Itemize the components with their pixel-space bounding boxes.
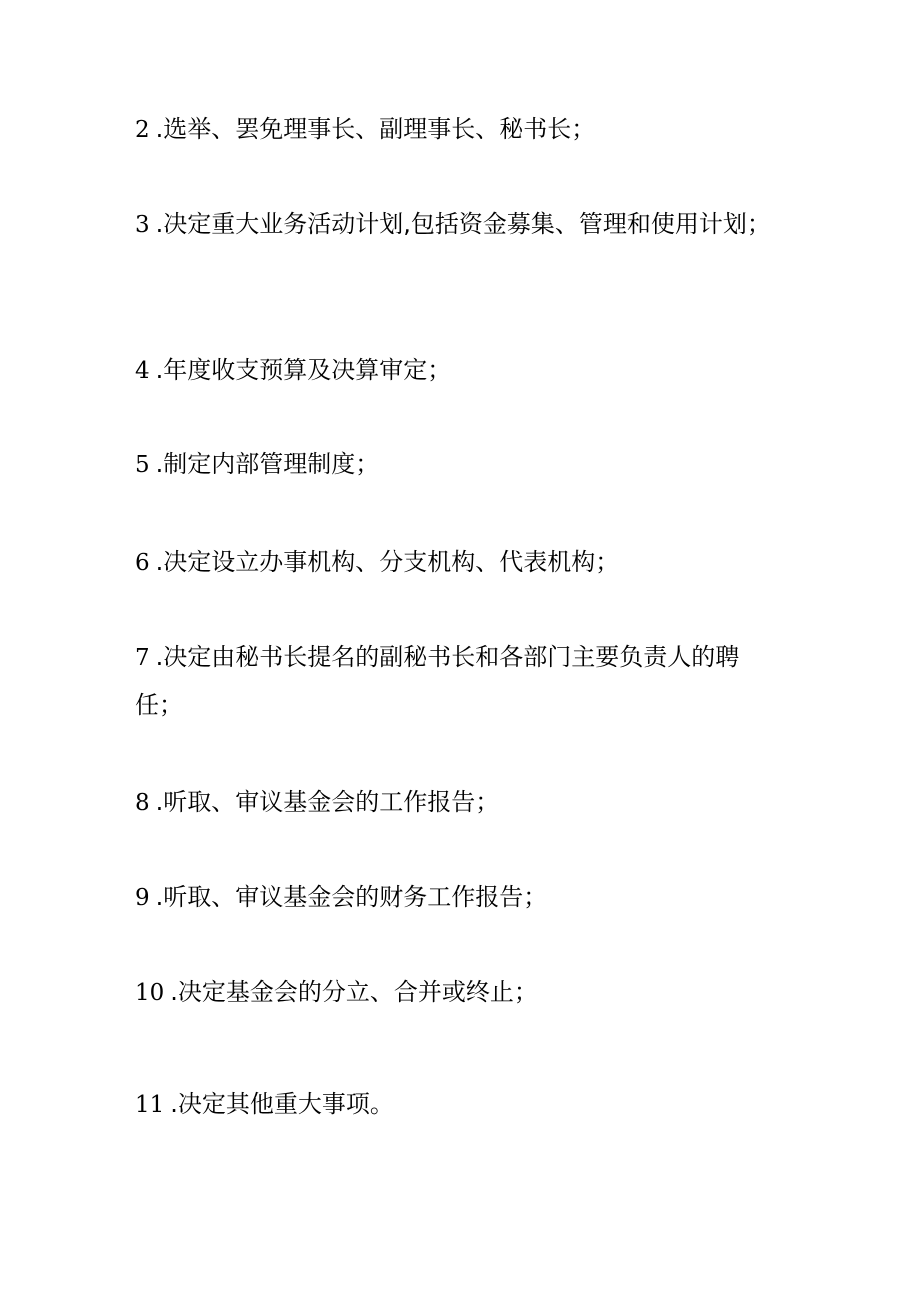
item-number: 9 xyxy=(135,885,150,911)
list-item-5 xyxy=(135,441,785,489)
item-number: 10 xyxy=(135,980,165,1006)
list-item-9 xyxy=(135,874,785,922)
item-number: 6 xyxy=(135,550,150,576)
list-item-4 xyxy=(135,347,785,395)
item-number: 7 xyxy=(135,645,150,671)
item-number: 5 xyxy=(135,452,150,478)
item-number: 8 xyxy=(135,790,150,816)
item-text: .听取、审议基金会的工作报告； xyxy=(155,788,500,816)
list-item-8 xyxy=(135,779,785,827)
list-item-10 xyxy=(135,969,785,1017)
item-text: .年度收支预算及决算审定； xyxy=(155,356,452,384)
item-text: .制定内部管理制度； xyxy=(155,450,380,478)
item-text: .听取、审议基金会的财务工作报告； xyxy=(155,883,548,911)
item-number: 4 xyxy=(135,358,150,384)
list-item-11 xyxy=(135,1081,785,1129)
item-text: .选举、罢免理事长、副理事长、秘书长； xyxy=(155,115,596,143)
item-number: 2 xyxy=(135,117,150,143)
item-text: .决定设立办事机构、分支机构、代表机构； xyxy=(155,548,620,576)
item-text: .决定重大业务活动计划,包括资金募集、管理和使用计划； xyxy=(155,210,771,238)
item-text: .决定基金会的分立、合并或终止； xyxy=(170,978,538,1006)
list-item-3 xyxy=(135,201,785,249)
list-item-2 xyxy=(135,106,785,154)
list-item-7 xyxy=(135,634,785,729)
item-text: .决定由秘书长提名的副秘书长和各部门主要负责人的聘任； xyxy=(135,643,740,719)
item-number: 3 xyxy=(135,212,150,238)
item-text: .决定其他重大事项。 xyxy=(170,1090,394,1118)
item-number: 11 xyxy=(135,1092,165,1118)
list-item-6 xyxy=(135,539,785,587)
